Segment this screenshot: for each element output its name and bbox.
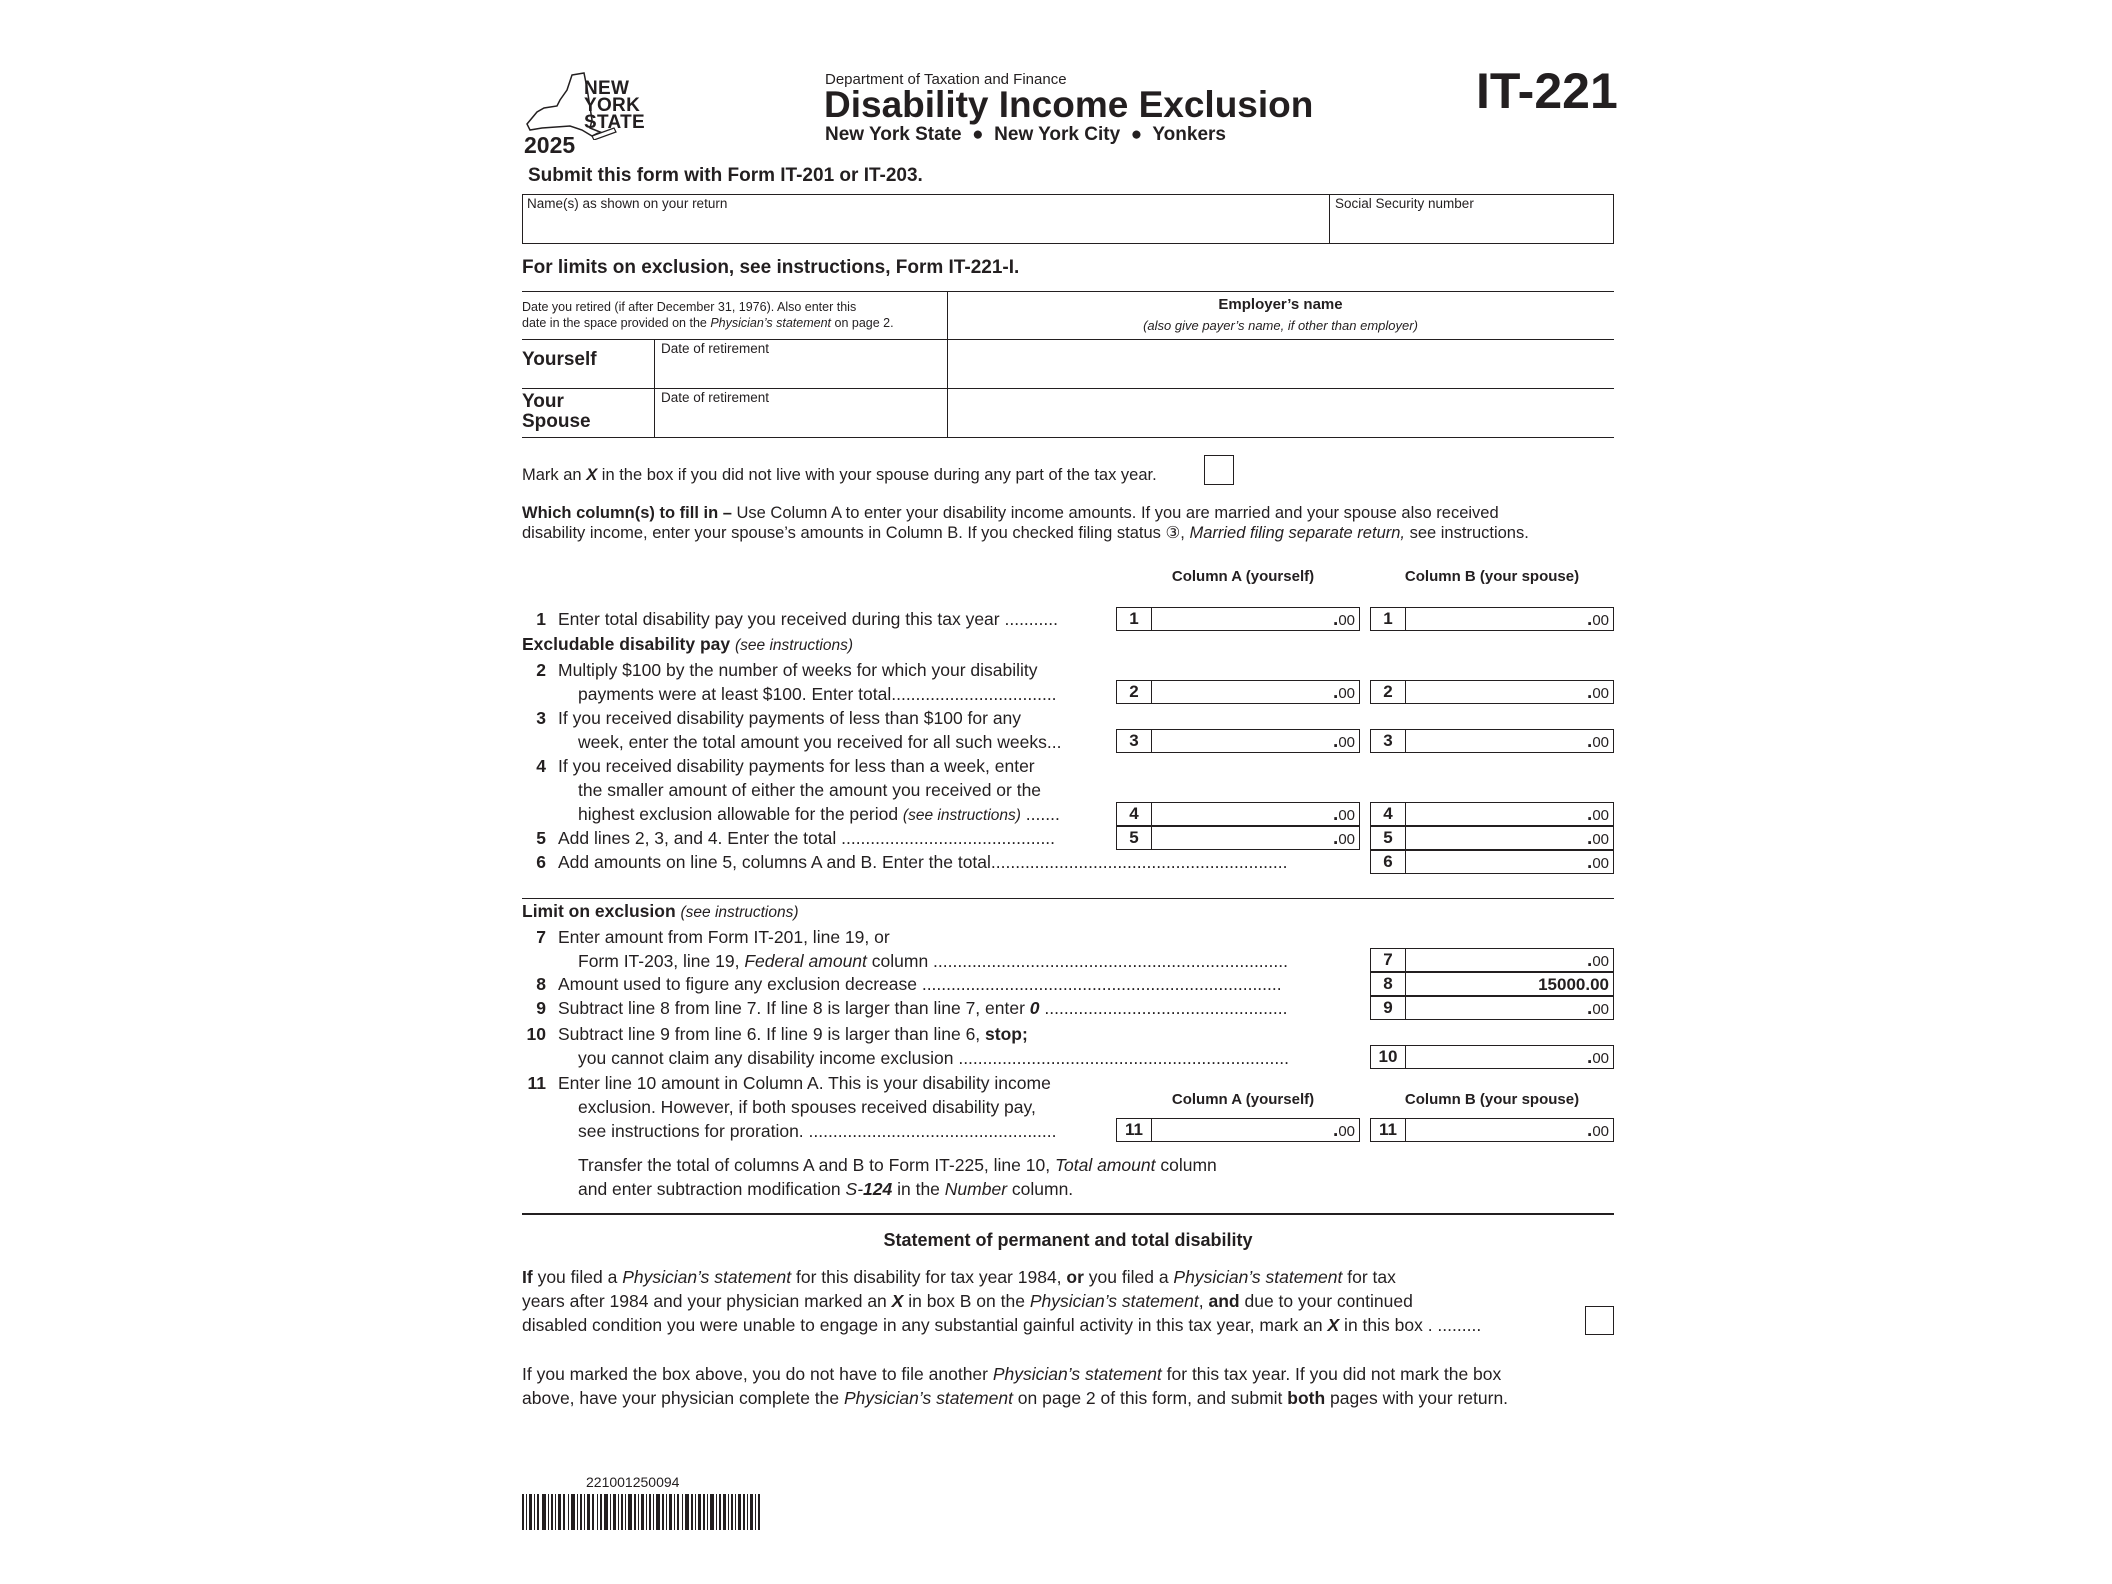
barcode-icon: [522, 1494, 762, 1530]
line-9-amount[interactable]: 9 .00: [1370, 996, 1614, 1020]
line-5-column-a[interactable]: 5 .00: [1116, 826, 1360, 850]
transfer-instructions: Transfer the total of columns A and B to Form IT-225, line 10, Total amount column and enter subtraction modification S-124 in the Number column.: [578, 1155, 1217, 1199]
taxpayer-info-box: [522, 194, 1614, 244]
spouse-checkbox-text: Mark an X in the box if you did not live with your spouse during any part of the tax year.: [522, 466, 1157, 484]
line-2-column-b[interactable]: 2 .00: [1370, 680, 1614, 704]
which-columns-instructions: Which column(s) to fill in – Use Column A to enter your disability income amounts. If you are married and your spouse also received disability income, enter your spouse’s amounts in Column B. If you checked filing status ③, Married filing separate return, see instructions.: [522, 504, 1529, 542]
ssn-label: Social Security number: [1335, 196, 1474, 211]
yourself-date-label: Date of retirement: [661, 341, 770, 356]
limits-note: For limits on exclusion, see instructions, Form IT-221-I.: [522, 257, 1020, 278]
submit-note: Submit this form with Form IT-201 or IT-203.: [528, 165, 923, 186]
department-name: Department of Taxation and Finance: [825, 71, 1067, 88]
yourself-employer-name-field[interactable]: [950, 341, 1610, 385]
line-1-column-a[interactable]: 1 .00: [1116, 607, 1360, 631]
column-b-header-line-11: Column B (your spouse): [1404, 1091, 1580, 1108]
employer-name-header: Employer’s name: [1218, 296, 1343, 313]
excludable-disability-heading: Excludable disability pay (see instructions): [522, 634, 854, 654]
did-not-live-with-spouse-checkbox[interactable]: [1204, 455, 1234, 485]
form-subtitle: New York State ● New York City ● Yonkers: [825, 124, 1226, 145]
form-title: Disability Income Exclusion: [824, 84, 1314, 125]
line-1-column-b[interactable]: 1 .00: [1370, 607, 1614, 631]
permanent-disability-checkbox[interactable]: [1585, 1306, 1614, 1335]
line-3-column-b[interactable]: 3 .00: [1370, 729, 1614, 753]
line-4-column-a[interactable]: 4 .00: [1116, 802, 1360, 826]
retirement-date-header: Date you retired (if after December 31, 1976). Also enter this date in the space provided on the Physician’s statement on page 2.: [522, 300, 894, 330]
statement-heading: Statement of permanent and total disability: [883, 1230, 1253, 1250]
name-label: Name(s) as shown on your return: [527, 196, 728, 211]
spouse-employer-name-field[interactable]: [950, 390, 1610, 434]
spouse-date-label: Date of retirement: [661, 390, 770, 405]
logo-year: 2025: [524, 132, 576, 158]
nys-logo: [522, 70, 672, 160]
row-label-your-spouse: Your Spouse: [522, 391, 591, 432]
line-4-column-b[interactable]: 4 .00: [1370, 802, 1614, 826]
barcode-number: 221001250094: [586, 1474, 680, 1490]
column-b-header: Column B (your spouse): [1404, 568, 1580, 585]
line-11-column-a[interactable]: 11 .00: [1116, 1118, 1360, 1142]
logo-line-state: STATE: [584, 112, 645, 133]
spouse-retirement-date-field[interactable]: [656, 406, 944, 434]
employer-name-subheader: (also give payer’s name, if other than employer): [1143, 318, 1418, 333]
line-2-column-a[interactable]: 2 .00: [1116, 680, 1360, 704]
line-8-amount[interactable]: 8 15000.00: [1370, 972, 1614, 996]
column-a-header: Column A (yourself): [1171, 568, 1315, 585]
line-5-column-b[interactable]: 5 .00: [1370, 826, 1614, 850]
yourself-retirement-date-field[interactable]: [656, 357, 944, 385]
line-6-total[interactable]: 6 .00: [1370, 850, 1614, 874]
retirement-table: [522, 291, 1614, 438]
line-3-column-a[interactable]: 3 .00: [1116, 729, 1360, 753]
barcode: [522, 1494, 762, 1530]
section-divider: [522, 1213, 1614, 1215]
line-10-amount[interactable]: 10 .00: [1370, 1045, 1614, 1069]
logo-line-new: NEW: [584, 78, 630, 99]
statement-paragraph-1: If you filed a Physician’s statement for this disability for tax year 1984, or you filed a Physician’s statement for tax years after 1984 and your physician marked an X in box B on the Physician’s statement, and due to your continued disabled condition you were unable to engage in any substantial gainful activity in this tax year, mark an X in this box . .........: [522, 1267, 1482, 1335]
line-7-amount[interactable]: 7 .00: [1370, 948, 1614, 972]
statement-paragraph-2: If you marked the box above, you do not have to file another Physician’s statement for this tax year. If you did not mark the box above, have your physician complete the Physician’s statement on page 2 of this form, and submit both pages with your return.: [522, 1364, 1509, 1408]
row-label-yourself: Yourself: [522, 349, 597, 370]
column-a-header-line-11: Column A (yourself): [1171, 1091, 1315, 1108]
limit-on-exclusion-heading: Limit on exclusion (see instructions): [522, 901, 799, 921]
line-11-column-b[interactable]: 11 .00: [1370, 1118, 1614, 1142]
form-number: IT-221: [1476, 63, 1618, 119]
logo-line-york: YORK: [584, 95, 641, 116]
ssn-field[interactable]: [1335, 213, 1605, 239]
